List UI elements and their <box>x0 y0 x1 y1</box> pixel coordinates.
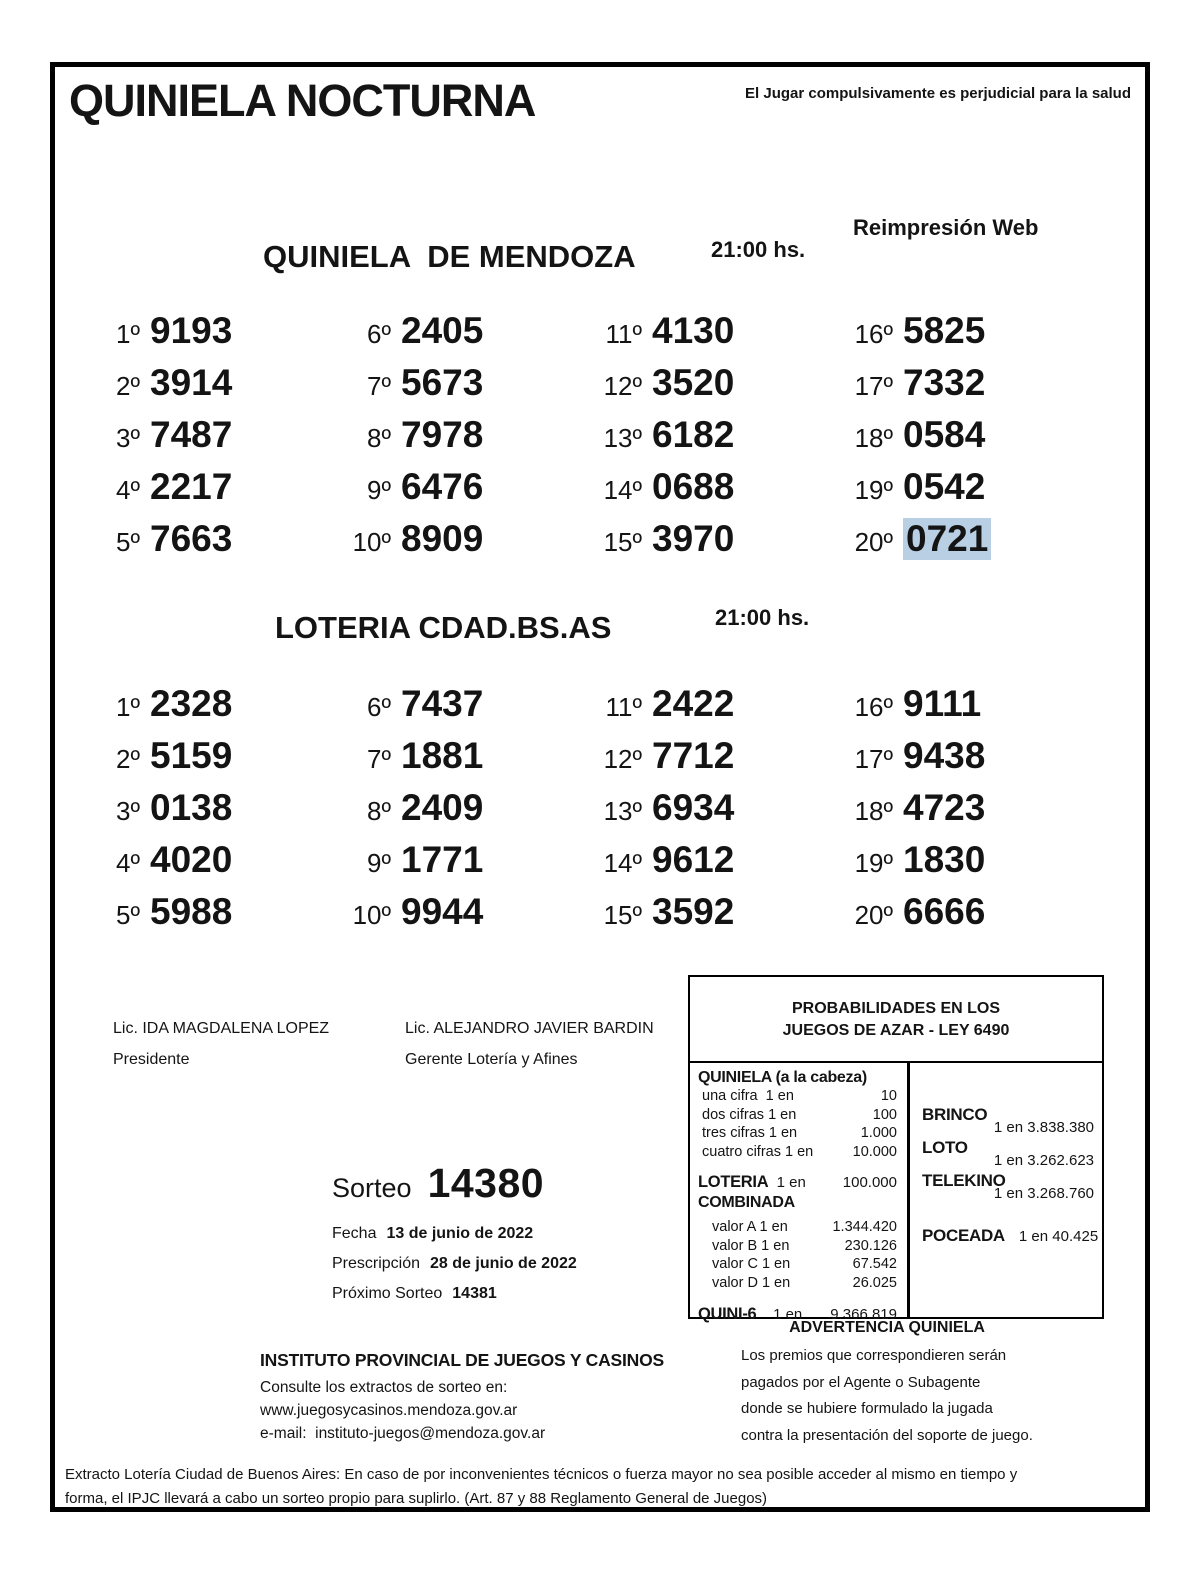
result-position: 5º <box>116 527 140 557</box>
sorteo-number: 14380 <box>427 1160 545 1206</box>
result-number: 5825 <box>903 310 986 351</box>
result-cell <box>835 735 1086 787</box>
instituto-block <box>260 1350 664 1445</box>
result-cell <box>333 466 584 518</box>
official-name: Lic. ALEJANDRO JAVIER BARDIN <box>405 1020 654 1037</box>
result-position: 2º <box>116 744 140 774</box>
probabilities-right-column <box>918 1063 1102 1248</box>
result-cell <box>82 735 333 787</box>
result-cell <box>82 362 333 414</box>
result-position: 10º <box>352 900 391 930</box>
result-position: 1º <box>116 692 140 722</box>
result-position: 8º <box>367 423 391 453</box>
prob-value: 67.542 <box>852 1256 897 1272</box>
probabilities-divider <box>907 1063 910 1317</box>
result-number: 5159 <box>150 735 233 776</box>
prob-label: valor A 1 en <box>712 1219 788 1235</box>
result-cell <box>333 735 584 787</box>
info-value: 14381 <box>452 1285 497 1302</box>
result-cell <box>835 518 1086 570</box>
result-position: 1º <box>116 319 140 349</box>
prob-label: LOTERIA <box>698 1173 769 1191</box>
result-number: 7487 <box>150 414 233 455</box>
game-entry <box>922 1138 1094 1169</box>
result-position: 19º <box>854 475 893 505</box>
result-cell <box>82 466 333 518</box>
result-number: 0542 <box>903 466 986 507</box>
game-name: LOTO <box>922 1138 968 1157</box>
result-position: 16º <box>854 319 893 349</box>
result-cell <box>835 414 1086 466</box>
prob-label: QUINI-6 <box>698 1305 757 1323</box>
result-number: 9944 <box>401 891 484 932</box>
combinada-prob-row <box>698 1237 897 1256</box>
draw-time-mendoza: 21:00 hs. <box>711 237 806 262</box>
result-cell <box>333 362 584 414</box>
sorteo-label: Sorteo <box>332 1173 412 1203</box>
result-number: 7437 <box>401 683 484 724</box>
result-position: 11º <box>605 319 642 349</box>
result-cell <box>333 787 584 839</box>
result-cell <box>835 787 1086 839</box>
game-value: 1 en 40.425 <box>1018 1228 1099 1245</box>
advertencia-block <box>703 1319 1071 1449</box>
result-cell <box>82 310 333 362</box>
result-cell <box>835 683 1086 735</box>
draw-time-bsas: 21:00 hs. <box>715 605 810 630</box>
game-entry <box>922 1105 1094 1136</box>
result-position: 20º <box>854 527 893 557</box>
result-number: 0721 <box>903 518 991 560</box>
result-position: 12º <box>603 744 642 774</box>
probabilities-body <box>690 1063 1102 1323</box>
prob-value: 100 <box>872 1106 897 1123</box>
result-number: 4020 <box>150 839 233 880</box>
draw-title-mendoza: QUINIELA DE MENDOZA <box>263 239 636 274</box>
probabilities-title-line1: PROBABILIDADES EN LOS <box>791 1000 1000 1017</box>
result-number: 2328 <box>150 683 233 724</box>
result-number: 0688 <box>652 466 735 507</box>
advertencia-line: donde se hubiere formulado la jugada <box>741 1400 993 1417</box>
quiniela-heading: QUINIELA (a la cabeza) <box>698 1069 867 1086</box>
result-cell <box>584 787 835 839</box>
game-name: TELEKINO <box>922 1171 1006 1190</box>
result-number: 9111 <box>903 683 982 724</box>
result-number: 0138 <box>150 787 233 828</box>
prob-value: 230.126 <box>844 1237 897 1254</box>
probabilities-left-column <box>690 1063 907 1324</box>
result-position: 3º <box>116 796 140 826</box>
result-cell <box>584 518 835 570</box>
instituto-line: www.juegosycasinos.mendoza.gov.ar <box>260 1402 518 1419</box>
instituto-title: INSTITUTO PROVINCIAL DE JUEGOS Y CASINOS <box>260 1350 664 1370</box>
loteria-prob-row <box>698 1173 897 1192</box>
official-role: Gerente Lotería y Afines <box>405 1051 578 1068</box>
probabilities-title <box>690 977 1102 1063</box>
instituto-line: Consulte los extractos de sorteo en: <box>260 1379 508 1396</box>
result-number: 5988 <box>150 891 233 932</box>
info-label: Prescripción <box>332 1255 421 1272</box>
result-number: 8909 <box>401 518 484 559</box>
info-value: 28 de junio de 2022 <box>430 1255 577 1272</box>
result-number: 1771 <box>401 839 484 880</box>
health-warning: El Jugar compulsivamente es perjudicial para la salud <box>745 85 1131 102</box>
result-position: 10º <box>352 527 391 557</box>
result-number: 6666 <box>903 891 986 932</box>
result-number: 2422 <box>652 683 735 724</box>
result-position: 20º <box>854 900 893 930</box>
result-cell <box>835 310 1086 362</box>
prob-value: 9.366.819 <box>830 1306 897 1323</box>
reprint-web-label: Reimpresión Web <box>853 215 1039 240</box>
page-title: QUINIELA NOCTURNA <box>69 75 536 126</box>
result-position: 6º <box>367 692 391 722</box>
prob-label: valor B 1 en <box>712 1237 790 1254</box>
result-cell <box>835 362 1086 414</box>
prob-mid: 1 en <box>756 1306 803 1323</box>
result-cell <box>333 310 584 362</box>
official-president <box>113 1020 329 1069</box>
result-position: 7º <box>367 744 391 774</box>
result-cell <box>333 414 584 466</box>
footer-line: forma, el IPJC llevará a cabo un sorteo propio para suplirlo. (Art. 87 y 88 Reglamento General de Juegos) <box>65 1490 768 1507</box>
result-number: 0584 <box>903 414 986 455</box>
result-number: 7663 <box>150 518 233 559</box>
combinada-prob-row <box>698 1274 897 1293</box>
result-number: 6934 <box>652 787 735 828</box>
prob-label: valor D 1 en <box>712 1274 791 1291</box>
prob-value: 1.000 <box>860 1125 897 1141</box>
info-value: 13 de junio de 2022 <box>386 1225 534 1242</box>
result-number: 3592 <box>652 891 735 932</box>
probabilities-box <box>688 975 1104 1323</box>
result-number: 7332 <box>903 362 986 403</box>
footer-line: Extracto Lotería Ciudad de Buenos Aires: En caso de por inconvenientes técnicos o fuerza mayor no sea posible acceder al mismo en tiempo y <box>65 1466 1018 1483</box>
quiniela-prob-row <box>698 1124 897 1143</box>
quiniela-prob-row <box>698 1143 897 1162</box>
result-number: 9438 <box>903 735 986 776</box>
sorteo-fields <box>332 1219 577 1309</box>
result-position: 4º <box>116 475 140 505</box>
result-cell <box>584 735 835 787</box>
info-row <box>332 1219 577 1249</box>
advertencia-title: ADVERTENCIA QUINIELA <box>789 1319 985 1336</box>
result-cell <box>584 683 835 735</box>
result-position: 11º <box>605 692 642 722</box>
results-grid-mendoza <box>82 310 1086 570</box>
quiniela-prob-row <box>698 1106 897 1125</box>
result-cell <box>333 891 584 943</box>
result-cell <box>82 787 333 839</box>
game-name: BRINCO <box>922 1105 988 1124</box>
result-number: 6476 <box>401 466 484 507</box>
result-position: 2º <box>116 371 140 401</box>
result-cell <box>835 466 1086 518</box>
result-cell <box>584 362 835 414</box>
result-cell <box>82 839 333 891</box>
result-position: 14º <box>603 475 642 505</box>
result-number: 3970 <box>652 518 735 559</box>
prob-mid: 1 en <box>768 1174 806 1191</box>
result-number: 3914 <box>150 362 233 403</box>
result-number: 4130 <box>652 310 735 351</box>
result-number: 6182 <box>652 414 735 455</box>
official-manager <box>405 1020 654 1069</box>
result-position: 15º <box>603 527 642 557</box>
result-number: 2409 <box>401 787 484 828</box>
result-cell <box>584 414 835 466</box>
game-entry <box>922 1171 1094 1202</box>
result-position: 16º <box>854 692 893 722</box>
prob-value: 10 <box>880 1088 897 1104</box>
game-value: 1 en 3.838.380 <box>993 1119 1094 1136</box>
prob-label: valor C 1 en <box>712 1256 791 1272</box>
info-row <box>332 1279 577 1309</box>
result-position: 5º <box>116 900 140 930</box>
result-number: 3520 <box>652 362 735 403</box>
result-position: 19º <box>854 848 893 878</box>
document-border <box>50 62 1150 1512</box>
prob-value: 1.344.420 <box>832 1219 897 1235</box>
result-number: 2405 <box>401 310 484 351</box>
result-position: 14º <box>603 848 642 878</box>
info-label: Próximo Sorteo <box>332 1285 443 1302</box>
result-cell <box>584 891 835 943</box>
result-position: 12º <box>603 371 642 401</box>
result-cell <box>584 310 835 362</box>
result-number: 2217 <box>150 466 233 507</box>
result-number: 9612 <box>652 839 735 880</box>
advertencia-line: pagados por el Agente o Subagente <box>741 1373 981 1391</box>
result-position: 18º <box>854 423 893 453</box>
result-number: 5673 <box>401 362 484 403</box>
result-position: 15º <box>603 900 642 930</box>
prob-value: 10.000 <box>852 1143 897 1160</box>
result-cell <box>82 414 333 466</box>
advertencia-line: contra la presentación del soporte de juego. <box>741 1426 1033 1444</box>
result-cell <box>835 891 1086 943</box>
result-position: 6º <box>367 319 391 349</box>
result-position: 13º <box>603 796 642 826</box>
result-cell <box>835 839 1086 891</box>
combinada-prob-row <box>698 1255 897 1274</box>
result-cell <box>333 518 584 570</box>
combinada-prob-row <box>698 1218 897 1237</box>
quiniela-prob-row <box>698 1087 897 1106</box>
official-role: Presidente <box>113 1051 190 1068</box>
result-position: 9º <box>367 475 391 505</box>
sorteo-header <box>332 1160 577 1207</box>
result-number: 1830 <box>903 839 986 880</box>
result-cell <box>333 839 584 891</box>
result-number: 7978 <box>401 414 484 455</box>
result-cell <box>82 683 333 735</box>
result-position: 7º <box>367 371 391 401</box>
prob-label: cuatro cifras 1 en <box>702 1143 814 1160</box>
result-cell <box>82 518 333 570</box>
result-number: 4723 <box>903 787 986 828</box>
result-cell <box>333 683 584 735</box>
official-name: Lic. IDA MAGDALENA LOPEZ <box>113 1020 330 1037</box>
result-position: 18º <box>854 796 893 826</box>
probabilities-title-line2: JUEGOS DE AZAR - LEY 6490 <box>782 1022 1010 1039</box>
prob-value: 100.000 <box>842 1174 897 1191</box>
result-number: 7712 <box>652 735 735 776</box>
combinada-heading: COMBINADA <box>698 1194 795 1211</box>
game-value: 1 en 3.262.623 <box>993 1152 1094 1169</box>
result-cell <box>82 891 333 943</box>
prob-label: una cifra 1 en <box>702 1088 794 1104</box>
result-cell <box>584 466 835 518</box>
result-position: 13º <box>603 423 642 453</box>
game-entry <box>922 1226 1099 1246</box>
prob-label: tres cifras 1 en <box>702 1125 798 1141</box>
result-position: 4º <box>116 848 140 878</box>
footer-note <box>65 1463 1143 1511</box>
results-grid-bsas <box>82 683 1086 943</box>
result-position: 9º <box>367 848 391 878</box>
info-row <box>332 1249 577 1279</box>
instituto-line: e-mail: instituto-juegos@mendoza.gov.ar <box>260 1425 546 1442</box>
draw-info-block <box>332 1160 577 1309</box>
advertencia-line: Los premios que correspondieren serán <box>741 1347 1007 1364</box>
result-cell <box>584 839 835 891</box>
game-name: POCEADA <box>922 1226 1005 1245</box>
prob-label: dos cifras 1 en <box>702 1106 797 1123</box>
prob-value: 26.025 <box>852 1274 897 1291</box>
game-value: 1 en 3.268.760 <box>993 1185 1094 1202</box>
result-position: 17º <box>854 744 893 774</box>
result-number: 1881 <box>401 735 484 776</box>
result-position: 17º <box>854 371 893 401</box>
result-number: 9193 <box>150 310 233 351</box>
info-label: Fecha <box>332 1225 377 1242</box>
draw-title-bsas: LOTERIA CDAD.BS.AS <box>275 610 612 645</box>
result-position: 3º <box>116 423 140 453</box>
result-position: 8º <box>367 796 391 826</box>
